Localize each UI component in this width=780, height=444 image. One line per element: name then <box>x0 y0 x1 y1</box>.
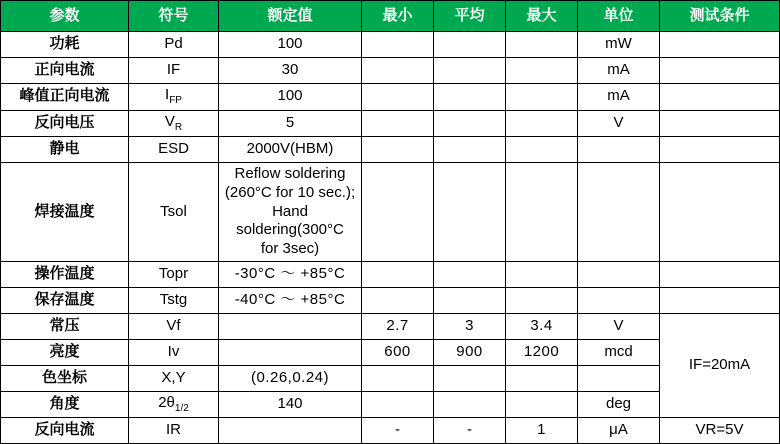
cell-condition <box>660 32 780 58</box>
cell-max <box>506 84 578 111</box>
cell-min <box>362 84 434 111</box>
cell-typ <box>434 58 506 84</box>
cell-rating: 30 <box>219 58 362 84</box>
cell-parameter: 峰值正向电流 <box>1 84 129 111</box>
cell-condition <box>660 58 780 84</box>
cell-min <box>362 110 434 137</box>
symbol-subscript: FP <box>169 95 182 106</box>
cell-rating <box>219 163 362 262</box>
cell-condition <box>660 84 780 111</box>
symbol-base: 2θ <box>158 393 175 411</box>
cell-min: - <box>362 418 434 444</box>
cell-unit: V <box>578 110 660 137</box>
cell-min: 2.7 <box>362 313 434 339</box>
cell-typ <box>434 261 506 287</box>
header-parameter: 参数 <box>1 1 129 32</box>
cell-unit <box>578 365 660 391</box>
cell-max: 3.4 <box>506 313 578 339</box>
cell-max <box>506 391 578 418</box>
cell-max: 1200 <box>506 339 578 365</box>
cell-min <box>362 261 434 287</box>
cell-symbol: IF <box>129 58 219 84</box>
cell-parameter: 反向电流 <box>1 418 129 444</box>
cell-typ <box>434 287 506 313</box>
header-typ: 平均 <box>434 1 506 32</box>
rating-line: Reflow soldering <box>234 165 346 182</box>
cell-typ <box>434 391 506 418</box>
cell-symbol: Tstg <box>129 287 219 313</box>
cell-unit: V <box>578 313 660 339</box>
cell-symbol: Topr <box>129 261 219 287</box>
cell-condition: VR=5V <box>660 418 780 444</box>
cell-typ <box>434 137 506 163</box>
table-row <box>1 137 780 163</box>
cell-typ <box>434 110 506 137</box>
cell-parameter: 反向电压 <box>1 110 129 137</box>
cell-unit <box>578 261 660 287</box>
table-row <box>1 261 780 287</box>
cell-max <box>506 137 578 163</box>
header-condition: 测试条件 <box>660 1 780 32</box>
cell-min <box>362 365 434 391</box>
cell-parameter: 色坐标 <box>1 365 129 391</box>
cell-parameter: 静电 <box>1 137 129 163</box>
table-row <box>1 313 780 339</box>
cell-rating <box>219 313 362 339</box>
cell-symbol <box>129 339 219 365</box>
cell-parameter: 正向电流 <box>1 58 129 84</box>
table-row <box>1 32 780 58</box>
cell-rating: -40°C ～ +85°C <box>219 287 362 313</box>
cell-typ <box>434 84 506 111</box>
cell-max <box>506 365 578 391</box>
header-max: 最大 <box>506 1 578 32</box>
cell-unit: mA <box>578 58 660 84</box>
cell-parameter: 常压 <box>1 313 129 339</box>
cell-parameter: 操作温度 <box>1 261 129 287</box>
cell-rating <box>219 339 362 365</box>
cell-unit: μA <box>578 418 660 444</box>
cell-max <box>506 163 578 262</box>
cell-parameter: 保存温度 <box>1 287 129 313</box>
symbol-subscript: R <box>174 121 183 133</box>
cell-symbol: Vf <box>129 313 219 339</box>
cell-max <box>506 58 578 84</box>
cell-condition <box>660 261 780 287</box>
header-rating: 额定值 <box>219 1 362 32</box>
cell-unit <box>578 287 660 313</box>
cell-rating: 5 <box>219 110 362 137</box>
table-row <box>1 287 780 313</box>
cell-typ <box>434 32 506 58</box>
header-unit: 单位 <box>578 1 660 32</box>
cell-condition <box>660 287 780 313</box>
cell-min: 600 <box>362 339 434 365</box>
cell-symbol: Pd <box>129 32 219 58</box>
cell-parameter: 功耗 <box>1 32 129 58</box>
cell-symbol: X,Y <box>129 365 219 391</box>
symbol-subscript: 1/2 <box>174 402 189 414</box>
rating-line: for 3sec) <box>260 240 320 257</box>
cell-max <box>506 32 578 58</box>
header-symbol: 符号 <box>129 1 219 32</box>
rating-line: (260°C for 10 sec.); <box>224 183 356 201</box>
symbol-base: I <box>165 86 170 103</box>
cell-rating: 100 <box>219 84 362 111</box>
cell-max <box>506 261 578 287</box>
cell-rating: 2000V(HBM) <box>219 137 362 163</box>
header-min: 最小 <box>362 1 434 32</box>
cell-typ: - <box>434 418 506 444</box>
cell-symbol <box>129 110 219 137</box>
cell-rating: (0.26,0.24) <box>219 365 362 391</box>
cell-symbol: IR <box>129 418 219 444</box>
cell-typ <box>434 365 506 391</box>
cell-rating: 140 <box>219 391 362 418</box>
cell-unit: mcd <box>578 339 660 365</box>
cell-typ <box>434 163 506 262</box>
table-row <box>1 58 780 84</box>
cell-max <box>506 110 578 137</box>
table-row <box>1 418 780 444</box>
cell-min <box>362 287 434 313</box>
symbol-subscript: v <box>171 342 180 360</box>
cell-parameter: 角度 <box>1 391 129 418</box>
cell-rating: -30°C ～ +85°C <box>219 261 362 287</box>
cell-min <box>362 32 434 58</box>
cell-rating: 100 <box>219 32 362 58</box>
cell-min <box>362 137 434 163</box>
cell-min <box>362 391 434 418</box>
cell-rating <box>219 418 362 444</box>
cell-parameter: 焊接温度 <box>1 163 129 262</box>
cell-unit: mW <box>578 32 660 58</box>
cell-unit <box>578 163 660 262</box>
table-row <box>1 84 780 111</box>
cell-min <box>362 58 434 84</box>
cell-min <box>362 163 434 262</box>
cell-symbol <box>129 391 219 418</box>
symbol-base: I <box>167 342 172 360</box>
cell-symbol: Tsol <box>129 163 219 262</box>
rating-line: Hand soldering(300°C <box>236 202 344 239</box>
cell-condition <box>660 110 780 137</box>
cell-symbol: ESD <box>129 137 219 163</box>
cell-condition <box>660 163 780 262</box>
cell-unit: mA <box>578 84 660 111</box>
cell-typ: 3 <box>434 313 506 339</box>
cell-symbol <box>129 84 219 111</box>
cell-max <box>506 287 578 313</box>
table-row <box>1 110 780 137</box>
symbol-base: V <box>164 112 175 130</box>
cell-condition-merged: IF=20mA <box>660 313 780 418</box>
cell-typ: 900 <box>434 339 506 365</box>
cell-max: 1 <box>506 418 578 444</box>
table-header-row <box>1 1 780 32</box>
cell-unit: deg <box>578 391 660 418</box>
table-row <box>1 163 780 262</box>
cell-condition <box>660 137 780 163</box>
cell-parameter: 亮度 <box>1 339 129 365</box>
cell-unit <box>578 137 660 163</box>
